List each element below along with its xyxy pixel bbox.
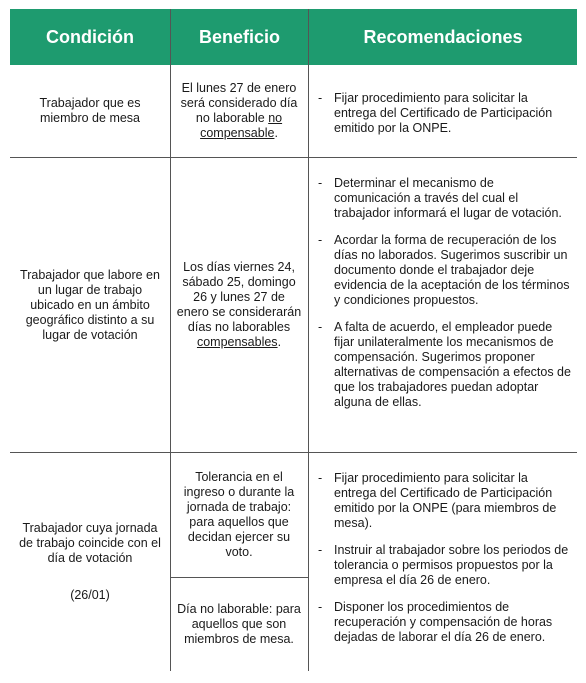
- row2-recomendaciones: [314, 176, 572, 410]
- recommendation-text: Determinar el mecanismo de comunicación a través del cual el trabajador informará el lugar de votación.: [334, 176, 562, 220]
- recommendation-text: Acordar la forma de recuperación de los días no laborados. Sugerimos suscribir un documento donde el trabajador deje evidencia de la aceptación de los términos y condiciones propuestos.: [334, 233, 570, 307]
- dash-bullet: -: [318, 91, 323, 105]
- recommendation-item: [314, 600, 572, 645]
- dash-bullet: -: [318, 543, 323, 557]
- row3-recomendaciones: [314, 471, 572, 645]
- recommendation-item: [314, 176, 572, 221]
- dash-bullet: -: [318, 320, 323, 334]
- header-recomendaciones: Recomendaciones: [309, 9, 577, 65]
- recommendation-item: [314, 320, 572, 410]
- condicion-text: Trabajador que es miembro de mesa: [39, 96, 141, 125]
- recommendation-item: [314, 91, 572, 136]
- beneficio-text: Tolerancia en el ingreso o durante la jornada de trabajo: para aquellos que decidan ejercer su voto.: [183, 470, 295, 559]
- row2-beneficio: [176, 158, 302, 452]
- dash-bullet: -: [318, 600, 323, 614]
- recommendation-item: [314, 233, 572, 308]
- column-divider: [170, 9, 171, 671]
- dash-bullet: -: [318, 233, 323, 247]
- dash-bullet: -: [318, 176, 323, 190]
- row1-beneficio: [176, 65, 302, 157]
- beneficio-text: Día no laborable: para aquellos que son miembros de mesa.: [177, 602, 301, 646]
- condicion-text: Trabajador que labore en un lugar de trabajo ubicado en un ámbito geográfico distinto a su lugar de votación: [20, 267, 160, 342]
- beneficio-text-part: .: [274, 126, 278, 140]
- beneficio-text: [176, 81, 302, 141]
- row3-beneficio-tolerancia: [176, 453, 302, 577]
- header-beneficio: Beneficio: [171, 9, 308, 65]
- beneficio-underlined: compensables: [196, 335, 278, 349]
- column-divider: [308, 9, 309, 671]
- recommendation-text: Fijar procedimiento para solicitar la entrega del Certificado de Participación emitido por la ONPE (para miembros de mesa).: [334, 471, 557, 530]
- beneficio-text: [176, 260, 302, 350]
- benefits-table: [10, 9, 577, 671]
- recommendation-text: Disponer los procedimientos de recuperación y compensación de horas dejadas de laborar el día 26 de enero.: [334, 600, 553, 644]
- recommendation-text: Fijar procedimiento para solicitar la entrega del Certificado de Participación emitido por la ONPE.: [334, 91, 553, 135]
- recommendation-text: Instruir al trabajador sobre los periodos de tolerancia o permisos propuestos por la empresa el día 26 de enero.: [334, 543, 569, 587]
- dash-bullet: -: [318, 471, 323, 485]
- condicion-text: Trabajador cuya jornada de trabajo coincide con el día de votación: [19, 521, 161, 565]
- recommendation-item: [314, 471, 572, 531]
- row2-condicion: [18, 158, 162, 452]
- recommendation-text: A falta de acuerdo, el empleador puede fijar unilateralmente los mecanismos de compensación. Sugerimos proponer alternativas de compensación a efectos de que los trabajadores puedan adoptar alguna de ellas.: [334, 320, 571, 409]
- beneficio-text-part: Los días viernes 24, sábado 25, domingo 26 y lunes 27 de enero se considerarán días no laborables: [176, 260, 302, 334]
- fecha-text: (26/01): [70, 588, 110, 602]
- row3-condicion: [18, 453, 162, 671]
- row3-beneficio-no-laborable: [176, 578, 302, 671]
- beneficio-underlined: no compensable: [200, 111, 283, 140]
- beneficio-text-part: El lunes 27 de enero será considerado día no laborable: [180, 81, 298, 125]
- header-condicion: Condición: [10, 9, 170, 65]
- row1-recomendaciones: [314, 91, 572, 136]
- recommendation-item: [314, 543, 572, 588]
- beneficio-text-part: .: [277, 335, 282, 349]
- row1-condicion: [18, 65, 162, 157]
